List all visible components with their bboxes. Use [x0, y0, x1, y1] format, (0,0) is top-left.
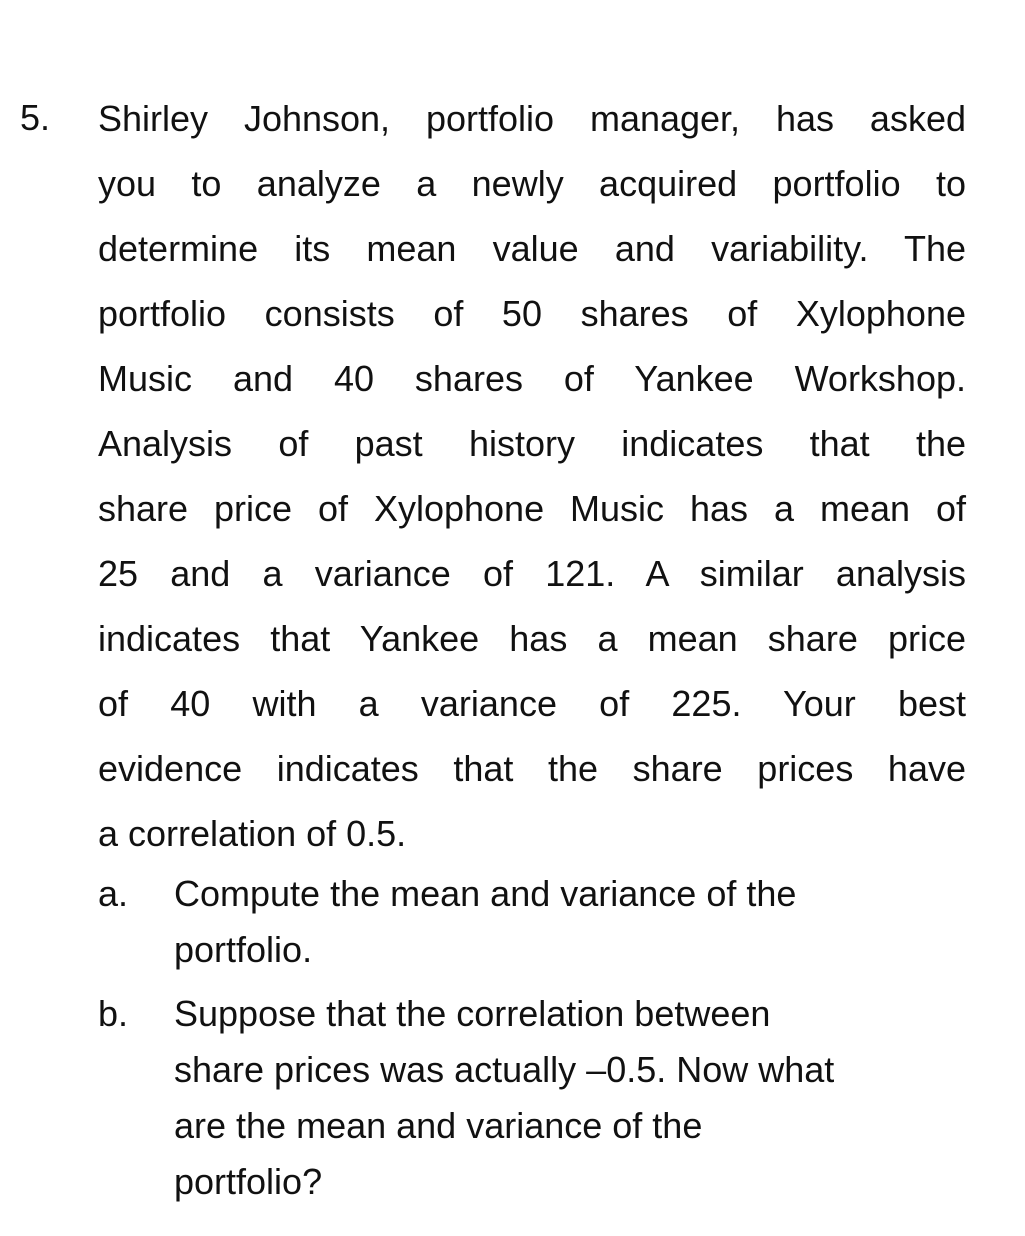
question-line: you to analyze a newly acquired portfolio to — [98, 163, 966, 204]
question-line: 25 and a variance of 121. A similar analysis — [98, 553, 966, 594]
sub-question-label: a. — [98, 873, 129, 914]
sub-question-line: Suppose that the correlation between — [174, 993, 771, 1034]
sub-question-list — [98, 866, 958, 1218]
question-text — [98, 86, 966, 866]
question-line: share price of Xylophone Music has a mean of — [98, 488, 966, 529]
question-line: evidence indicates that the share prices have — [98, 748, 966, 789]
question-line: determine its mean value and variability. The — [98, 228, 966, 269]
sub-question-line: portfolio. — [174, 929, 313, 970]
sub-question-a — [98, 866, 958, 978]
question-line: indicates that Yankee has a mean share price — [98, 618, 966, 659]
question-number: 5. — [20, 97, 51, 138]
question-line: of 40 with a variance of 225. Your best — [98, 683, 966, 724]
sub-question-line: share prices was actually –0.5. Now what — [174, 1049, 835, 1090]
question-line: a correlation of 0.5. — [98, 813, 407, 854]
question-line: Analysis of past history indicates that the — [98, 423, 966, 464]
sub-question-line: portfolio? — [174, 1161, 323, 1202]
question-line: portfolio consists of 50 shares of Xylophone — [98, 293, 966, 334]
sub-question-line: Compute the mean and variance of the — [174, 873, 797, 914]
sub-question-line: are the mean and variance of the — [174, 1105, 703, 1146]
question-line: Music and 40 shares of Yankee Workshop. — [98, 358, 966, 399]
question-line: Shirley Johnson, portfolio manager, has asked — [98, 98, 966, 139]
sub-question-b — [98, 986, 958, 1210]
sub-question-label: b. — [98, 993, 129, 1034]
